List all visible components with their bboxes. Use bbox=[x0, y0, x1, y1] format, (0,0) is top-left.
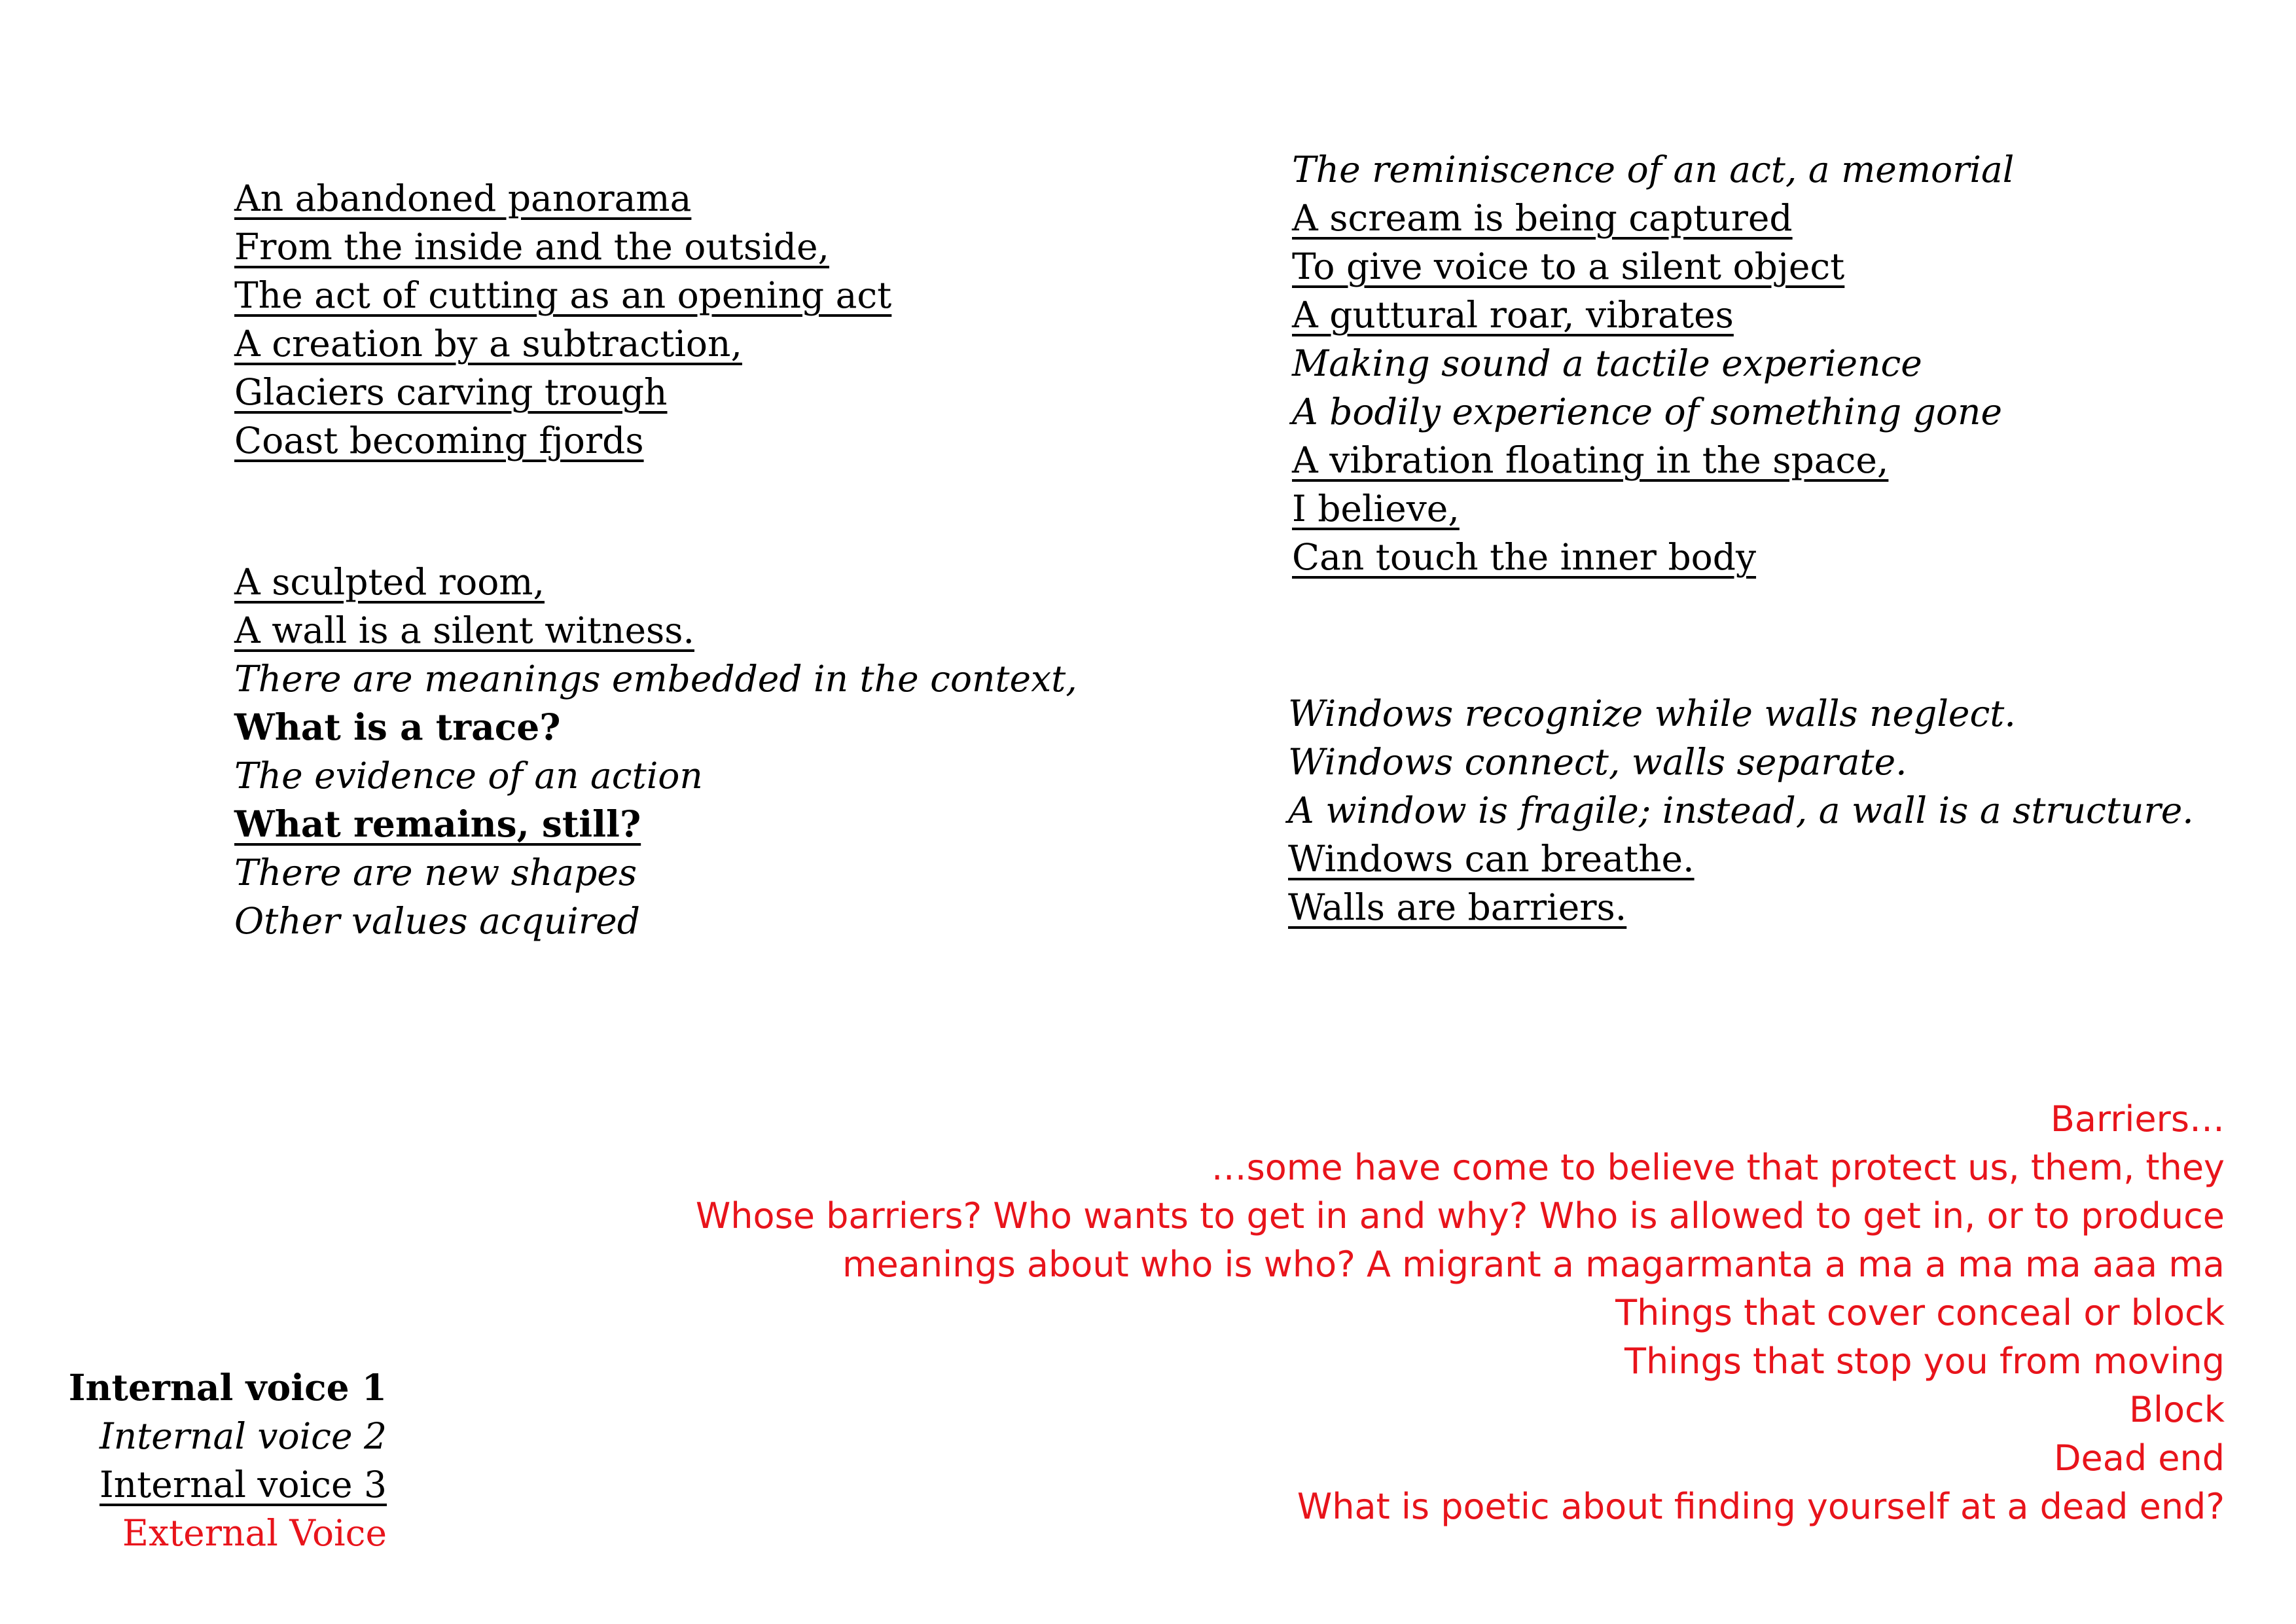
external-voice-line: Barriers… bbox=[2050, 1098, 2225, 1140]
poem-line: Other values acquired bbox=[234, 900, 640, 942]
poem-line: An abandoned panorama bbox=[234, 177, 692, 219]
poem-line: There are new shapes bbox=[234, 852, 637, 893]
poem-line: The reminiscence of an act, a memorial bbox=[1292, 149, 2015, 190]
poem-line: A creation by a subtraction, bbox=[234, 323, 742, 365]
external-voice-line: Things that stop you from moving bbox=[1624, 1341, 2225, 1382]
poem-line: The evidence of an action bbox=[234, 755, 703, 797]
poem-line: Can touch the inner body bbox=[1292, 536, 1757, 578]
poem-line: There are meanings embedded in the context, bbox=[234, 658, 1077, 700]
poem-line: Making sound a tactile experience bbox=[1292, 342, 1922, 384]
stanza-left-top bbox=[234, 174, 891, 465]
legend-external-voice: External Voice bbox=[122, 1512, 387, 1554]
poem-line: Windows can breathe. bbox=[1288, 838, 1695, 880]
poem-line: A sculpted room, bbox=[234, 561, 545, 603]
poem-line: To give voice to a silent object bbox=[1292, 245, 1845, 287]
poem-line: A wall is a silent witness. bbox=[234, 609, 694, 651]
poem-line: A guttural roar, vibrates bbox=[1292, 294, 1734, 336]
stanza-right-bottom bbox=[1288, 689, 2194, 931]
poem-line: From the inside and the outside, bbox=[234, 226, 829, 268]
external-voice-line: Things that cover conceal or block bbox=[1615, 1292, 2225, 1333]
poem-line: A bodily experience of something gone bbox=[1292, 391, 2002, 433]
legend-internal-voice-1: Internal voice 1 bbox=[68, 1366, 387, 1409]
external-voice-line: …some have come to believe that protect us, them, they bbox=[1211, 1147, 2225, 1188]
external-voice-line: What is poetic about finding yourself at a dead end? bbox=[1297, 1486, 2225, 1527]
poem-line: Windows recognize while walls neglect. bbox=[1288, 693, 2016, 734]
poem-line: A window is fragile; instead, a wall is a structure. bbox=[1288, 789, 2194, 831]
legend-internal-voice-2: Internal voice 2 bbox=[99, 1415, 387, 1457]
poem-line: Windows connect, walls separate. bbox=[1288, 741, 1907, 783]
poem-line: Walls are barriers. bbox=[1288, 886, 1627, 928]
poem-line: What remains, still? bbox=[234, 803, 641, 845]
stanza-right-top bbox=[1292, 145, 2014, 581]
poem-line: What is a trace? bbox=[234, 706, 561, 748]
external-voice-line: Dead end bbox=[2053, 1437, 2225, 1479]
stanza-left-bottom bbox=[234, 558, 1077, 945]
external-voice-line: Block bbox=[2128, 1389, 2225, 1430]
legend-internal-voice-3: Internal voice 3 bbox=[99, 1464, 387, 1506]
poem-line: The act of cutting as an opening act bbox=[234, 274, 892, 316]
external-voice-line: Whose barriers? Who wants to get in and why? Who is allowed to get in, or to produce bbox=[695, 1195, 2225, 1236]
external-voice-line: meanings about who is who? A migrant a magarmanta a ma a ma ma aaa ma bbox=[842, 1244, 2225, 1285]
poem-line: Coast becoming fjords bbox=[234, 420, 644, 461]
voice-legend bbox=[69, 1363, 387, 1557]
poem-line: Glaciers carving trough bbox=[234, 371, 668, 413]
poem-line: A vibration floating in the space, bbox=[1292, 439, 1889, 481]
poem-line: I believe, bbox=[1292, 488, 1460, 530]
external-voice-stanza bbox=[696, 1095, 2225, 1531]
poem-line: A scream is being captured bbox=[1292, 197, 1793, 239]
